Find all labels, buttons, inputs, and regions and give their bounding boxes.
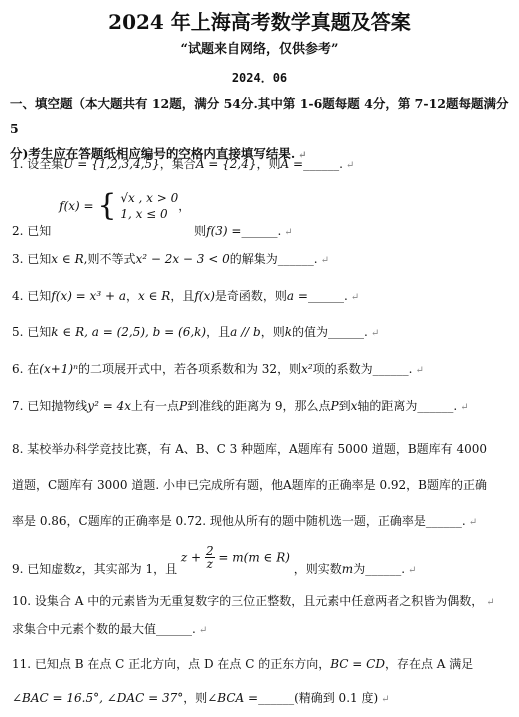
question-1: 1. 设全集U = {1,2,3,4,5}，集合A = {2,4}，则Ā =______. ↵: [12, 157, 355, 171]
question-2: 2. 已知 f(x) = { √x , x > 0 1, x ≤ 0 ， 则f(3) =______. $_↵$: [12, 188, 293, 238]
question-7: 7. 已知抛物线y² = 4x上有一点P到准线的距离为 9，那么点P到x轴的距离为______. ↵: [12, 399, 469, 413]
question-10: 10. 设集合 A 中的元素皆为无重复数字的三位正整数，且元素中任意两者之积皆为偶数， ↵ 求集合中元素个数的最大值______. ↵: [12, 594, 495, 636]
section-instructions-line2: 分)考生应在答题纸相应编号的空格内直接填写结果. ↵: [10, 146, 307, 161]
question-5: 5. 已知k ∈ R, a = (2,5), b = (6,k)，且a // b，则k的值为______. ↵: [12, 325, 380, 339]
question-11: 11. 已知点 B 在点 C 正北方向，点 D 在点 C 的正东方向，BC = CD，存在点 A 满足 ∠BAC = 16.5°, ∠DAC = 37°，则∠BCA =______(精确到 0.1 度) ↵: [12, 657, 474, 705]
question-6: 6. 在(x+1)ⁿ的二项展开式中，若各项系数和为 32，则x²项的系数为______. ↵: [12, 362, 424, 376]
section-instructions-line1: 一、填空题（本大题共有 12题，满分 54分.其中第 1-6题每题 4分，第 7-12题每题满分 5: [10, 96, 509, 136]
question-9: 9. 已知虚数z，其实部为 1，且 z + $\frac{2}{z}$ = m(m ∈ R) ，则实数m为______. $_↵$: [12, 544, 417, 576]
subtitle: “试题来自网络，仅供参考”: [180, 42, 339, 57]
page-title: 2024 年上海高考数学真题及答案: [108, 10, 411, 34]
question-3: 3. 已知x ∈ R,则不等式x² − 2x − 3 < 0的解集为______. ↵: [12, 252, 329, 266]
question-4: 4. 已知f(x) = x³ + a，x ∈ R，且f(x)是奇函数，则a =______. ↵: [12, 289, 360, 303]
question-8: 8. 某校举办科学竞技比赛，有 A、B、C 3 种题库，A题库有 5000 道题，B题库有 4000 道题，C题库有 3000 道题. 小申已完成所有题，他A题库的正确率是 0.92，B题库的正确 率是 0.86，C题库的正确率是 0.72. 现他从所有的题中随机选一题，正确率是______. ↵: [12, 442, 488, 528]
exam-date: 2024．06: [231, 71, 288, 85]
